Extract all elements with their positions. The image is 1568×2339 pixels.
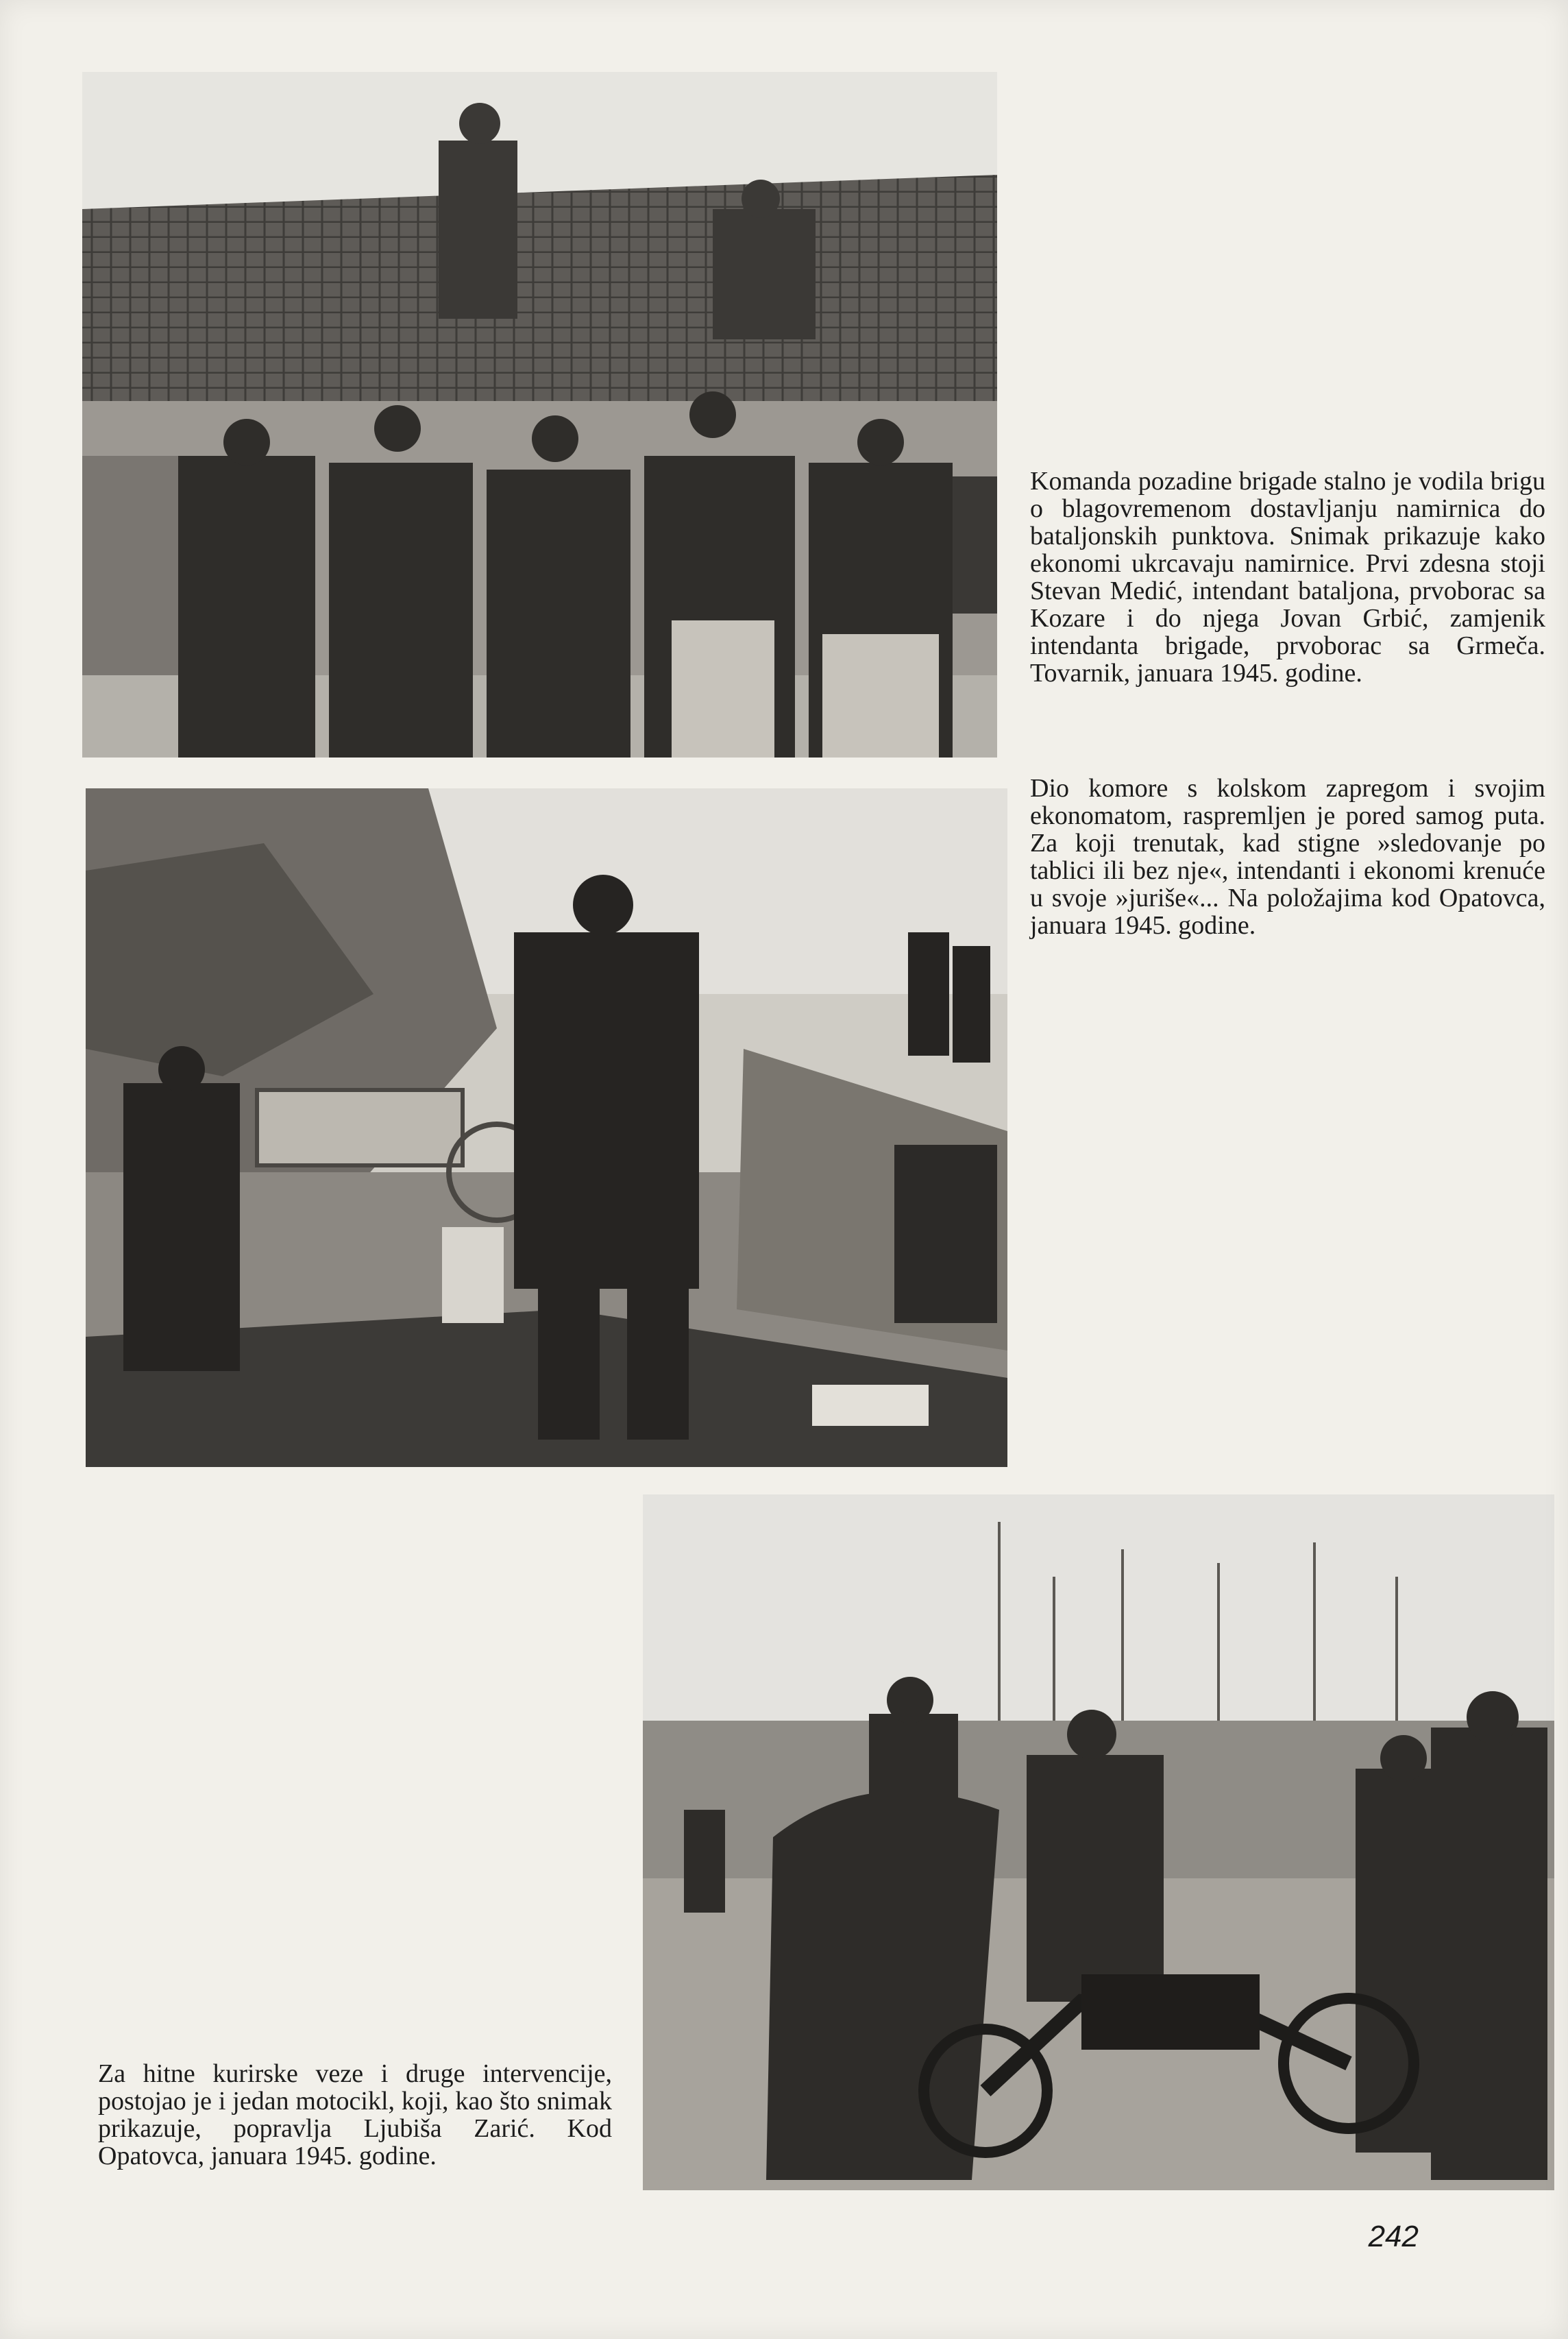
photo-rooftop-group xyxy=(82,72,997,758)
caption-motorcycle xyxy=(98,2060,612,2170)
page-number: 242 xyxy=(1368,2220,1419,2253)
caption-supply-wagon xyxy=(1030,775,1545,939)
caption-text: Komanda pozadine brigade stalno je vodila brigu o blagovremenom dostavljanju namirnica do bataljonskih punktova. Snimak prikazuje kako ekonomi ukrcavaju namirnice. Prvi zdesna stoji Stevan Medić, intendant bataljona, prvoborac sa Kozare i do njega Jovan Grbić, zamjenik intendanta brigade, prvoborac sa Grmeča. Tovarnik, januara 1945. godine. xyxy=(1030,467,1545,688)
photo-motorcycle xyxy=(643,1494,1554,2190)
photo-supply-wagon xyxy=(86,788,1007,1467)
caption-text: Dio komore s kolskom zapregom i svojim ekonomatom, raspremljen je pored samog puta. Za koji trenutak, kad stigne »sledovanje po tablici ili bez nje«, intendanti i ekonomi krenuće u svoje »juriše«... Na položajima kod Opatovca, januara 1945. godine. xyxy=(1030,774,1545,940)
caption-text: Za hitne kurirske veze i druge intervencije, postojao je i jedan motocikl, koji, kao što snimak prikazuje, popravlja Ljubiša Zarić. Kod Opatovca, januara 1945. godine. xyxy=(98,2059,612,2170)
caption-rooftop-group xyxy=(1030,468,1545,687)
